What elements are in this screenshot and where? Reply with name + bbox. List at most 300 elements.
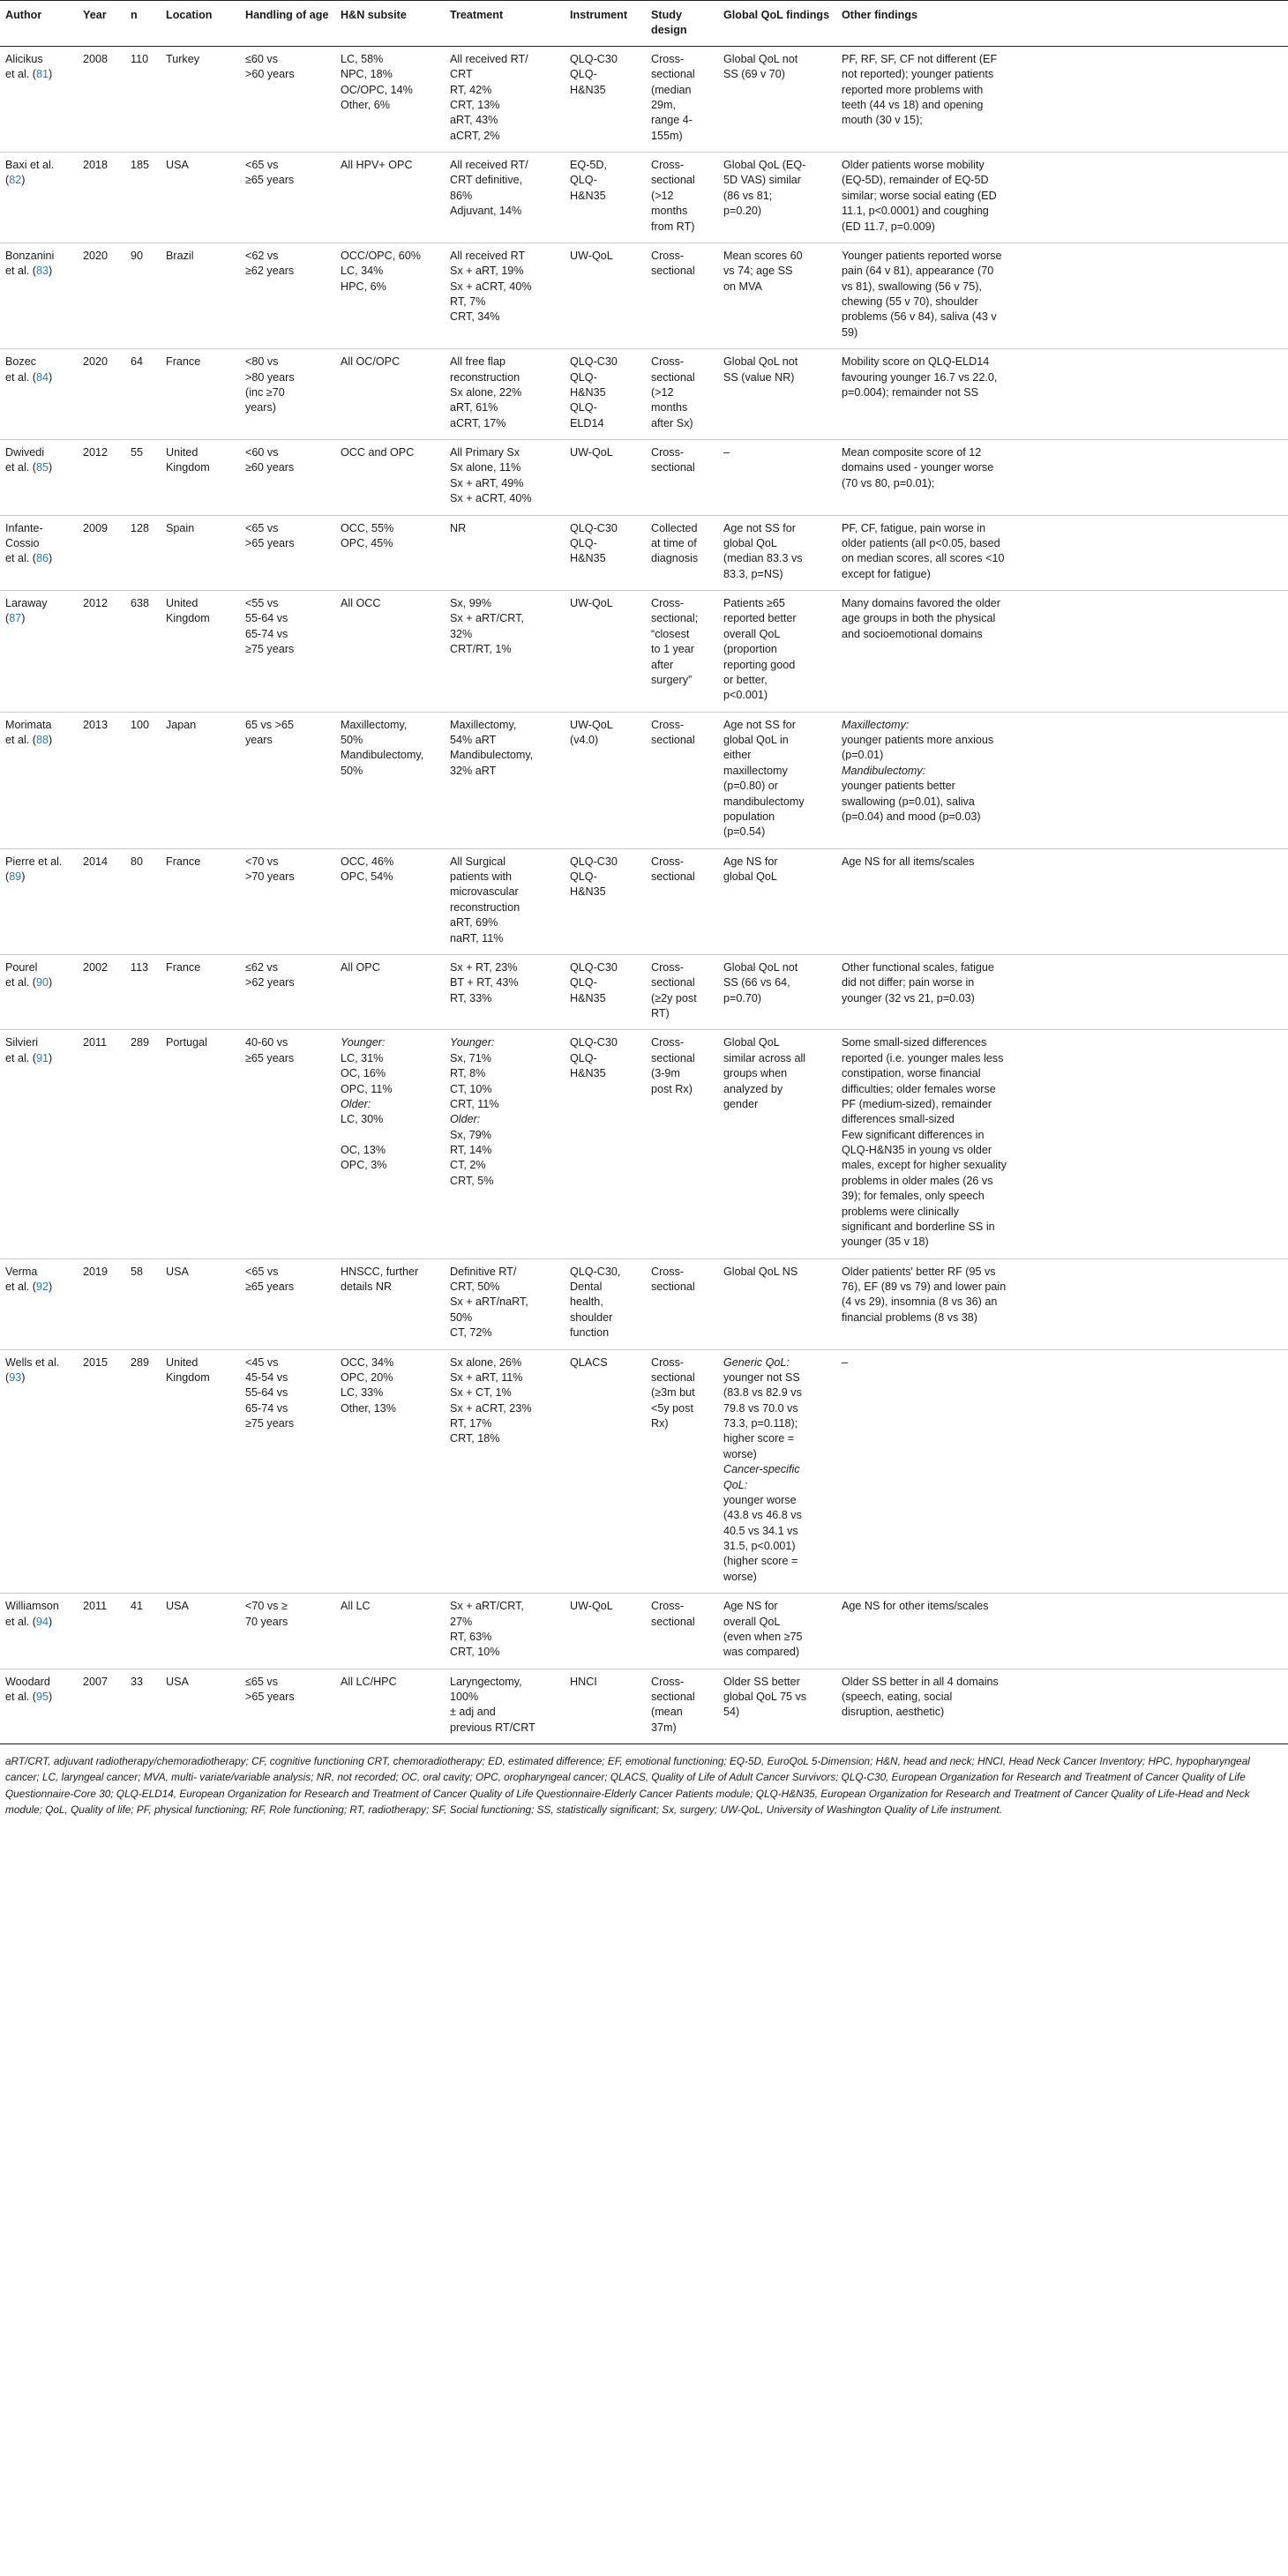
reference-link[interactable]: 91 [36, 1051, 49, 1064]
cell-text-line: <5y post [651, 1401, 693, 1415]
author-text: Alicikus [5, 52, 43, 65]
cell-text-line: domains used - younger worse [842, 461, 994, 474]
cell-text-line: younger patients more anxious [842, 734, 994, 746]
author-text: ) [49, 976, 53, 989]
cell-text-line: 86% [450, 189, 473, 202]
author-text: ( [5, 174, 10, 187]
cell-text-line: (median 83.3 vs [723, 552, 803, 565]
author-cell [0, 712, 78, 848]
location-cell: USA [161, 153, 240, 243]
location-cell: Brazil [161, 243, 240, 348]
age-cell [240, 46, 335, 152]
age-cell [240, 243, 335, 348]
cell-text-line: disruption, aesthetic) [842, 1706, 945, 1719]
n-cell: 128 [125, 515, 161, 591]
cell-text-line: problems (56 v 84), saliva (43 v [842, 310, 997, 324]
reference-link[interactable]: 84 [36, 370, 49, 384]
author-cell [0, 848, 78, 954]
author-text: Williamson [5, 1600, 59, 1613]
cell-text-line: CRT definitive, [450, 174, 523, 187]
header-row [0, 1, 1288, 47]
cell-text-line: 45-54 vs [245, 1370, 288, 1384]
design-cell [646, 349, 718, 440]
author-text: ) [21, 870, 26, 883]
cell-text-line: >62 years [245, 976, 295, 989]
cell-text-line: >65 years [245, 1691, 295, 1703]
treatment-cell [445, 1349, 565, 1594]
cell-text-line: global QoL in [723, 734, 789, 746]
cell-text-line: (p=0.54) [723, 825, 766, 839]
other-findings-cell [836, 153, 1288, 243]
cell-text-line: CRT, 34% [450, 310, 500, 324]
treatment-cell [445, 1669, 565, 1744]
cell-text-line: OCC, 46% [341, 855, 394, 868]
reference-link[interactable]: 86 [36, 552, 49, 565]
author-cell [0, 591, 78, 713]
treatment-cell [445, 712, 565, 848]
cell-text-line: CRT, 50% [450, 1281, 500, 1293]
cell-text-line: RT, 42% [450, 83, 492, 96]
year-cell: 2011 [78, 1594, 125, 1669]
reference-link[interactable]: 94 [36, 1615, 49, 1628]
cell-text-line: CRT, 11% [450, 1097, 499, 1110]
col-header-subsite: H&N subsite [335, 1, 445, 47]
cell-text-line: sectional [651, 174, 695, 187]
cell-text-line: ≤65 vs [245, 1675, 279, 1688]
cell-text-line: sectional [651, 1281, 695, 1293]
other-findings-cell [836, 1030, 1288, 1258]
cell-text-line: All LC [341, 1600, 371, 1613]
cell-text-line: after Sx) [651, 416, 693, 429]
other-findings-cell [836, 440, 1288, 516]
author-text: ) [49, 461, 53, 474]
cell-text-line: ≥75 years [245, 1417, 295, 1430]
cell-text-line: post Rx) [651, 1082, 693, 1095]
cell-text-line: RT, 17% [450, 1417, 492, 1430]
cell-text-line: (86 vs 81; [723, 189, 773, 202]
design-cell [646, 440, 718, 516]
author-cell [0, 153, 78, 243]
cell-text-line: QLQ-H&N35 in young vs older [842, 1144, 992, 1156]
age-cell [240, 349, 335, 440]
table-row [0, 848, 1288, 954]
cell-text-line: Cancer-specific [723, 1463, 800, 1476]
cell-text-line: population [723, 810, 775, 823]
cell-text-line: higher score = [723, 1432, 795, 1445]
cell-text-line: ≥65 years [245, 1051, 295, 1064]
cell-text-line: <55 vs [245, 597, 279, 609]
subsite-cell [335, 1030, 445, 1258]
cell-text-line: years [245, 734, 273, 746]
location-cell: USA [161, 1594, 240, 1669]
cell-text-line: SS (66 vs 64, [723, 976, 790, 989]
instrument-cell [565, 1669, 646, 1744]
cell-text-line: Younger: [450, 1036, 495, 1049]
col-header-other: Other findings [836, 1, 1288, 47]
author-text: ) [49, 552, 53, 565]
cell-text-line: 50% [341, 734, 363, 746]
treatment-cell [445, 1030, 565, 1258]
cell-text-line: Sx + aRT/CRT, [450, 612, 524, 625]
cell-text-line: younger worse [723, 1493, 797, 1506]
author-cell [0, 954, 78, 1030]
table-row [0, 46, 1288, 152]
design-cell [646, 243, 718, 348]
cell-text-line: p=0.70) [723, 991, 762, 1004]
cell-text-line: OPC, 3% [341, 1159, 387, 1172]
author-text: et al. ( [5, 1051, 36, 1064]
cell-text-line: (inc ≥70 [245, 385, 285, 399]
age-cell [240, 1594, 335, 1669]
location-cell: USA [161, 1258, 240, 1349]
cell-text-line: sectional; [651, 612, 699, 625]
cell-text-line: not reported); younger patients [842, 68, 994, 81]
cell-text-line: Older SS better in all 4 domains [842, 1675, 999, 1688]
cell-text-line: teeth (44 vs 18) and opening [842, 98, 984, 111]
cell-text-line: Sx, 79% [450, 1128, 491, 1141]
cell-text-line: Global QoL [723, 1036, 780, 1049]
n-cell: 80 [125, 848, 161, 954]
cell-text-line: CRT, 13% [450, 98, 500, 111]
cell-text-line: Sx + RT, 23% [450, 960, 518, 974]
table-row [0, 1594, 1288, 1669]
author-text: Dwivedi [5, 446, 45, 459]
cell-text-line: <70 vs [245, 855, 279, 868]
cell-text-line: swallowing (p=0.01), saliva [842, 795, 975, 808]
reference-link[interactable]: 95 [36, 1691, 49, 1703]
cell-text-line: Generic QoL: [723, 1355, 790, 1369]
reference-link[interactable]: 87 [9, 612, 22, 625]
cell-text-line: vs 81), swallowing (56 v 75), [842, 280, 982, 293]
cell-text-line: 40-60 vs [245, 1036, 288, 1049]
cell-text-line: surgery” [651, 673, 693, 686]
cell-text-line: on MVA [723, 280, 762, 293]
cell-text-line: males, except for higher sexuality [842, 1159, 1007, 1172]
cell-text-line: QLACS [570, 1355, 608, 1369]
cell-text-line: RT, 63% [450, 1630, 492, 1643]
cell-text-line: 59) [842, 325, 858, 339]
design-cell [646, 848, 718, 954]
other-findings-cell [836, 712, 1288, 848]
year-cell: 2020 [78, 243, 125, 348]
cell-text-line: 40.5 vs 34.1 vs [723, 1524, 798, 1537]
table-row [0, 1349, 1288, 1594]
author-text: ) [49, 1615, 53, 1628]
cell-text-line: <62 vs [245, 249, 279, 262]
n-cell: 55 [125, 440, 161, 516]
cell-text-line: 65 vs >65 [245, 718, 294, 731]
cell-text-line: Cross- [651, 718, 685, 731]
author-text: et al. ( [5, 1281, 36, 1293]
age-cell [240, 1030, 335, 1258]
cell-text-line: Sx + aRT, 11% [450, 1370, 523, 1384]
table-footnote: aRT/CRT, adjuvant radiotherapy/chemoradiotherapy; CF, cognitive functioning CRT, chemoradiotherapy; ED, estimated difference; EF, emotional functioning; EQ-5D, EuroQoL 5-Dimension; H&N, head and neck; HNCI, Head Neck Cancer Inventory; HPC, hypopharyngeal cancer; LC, laryngeal cancer; MVA, multi- variate/variable analysis; NR, not recorded; OC, oral cavity; OPC, oropharyngeal cancer; QLACS, Quality of Life of Adult Cancer Survivors; QLQ-C30, European Organization for Research and Treatment of Cancer Quality of Life Questionnaire-Core 30; QLQ-ELD14, European Organization for Research and Treatment of Cancer Quality of Life Questionnaire-Elderly Cancer Patients module; QLQ-H&N35, European Organization for Research and Treatment of Cancer Quality of Life-Head and Neck module; QoL, Quality of life; PF, physical functioning; RF, Role functioning; RT, radiotherapy; SF, Social functioning; SS, statistically significant; Sx, surgery; UW-QoL, University of Washington Quality of Life instrument. [5, 1755, 1250, 1816]
cell-text-line: younger (32 vs 21, p=0.03) [842, 991, 975, 1004]
cell-text-line: Sx + aCRT, 40% [450, 492, 532, 505]
col-header-design: Study design [646, 1, 718, 47]
cell-text-line: <65 vs [245, 1265, 279, 1278]
cell-text-line: (p=0.80) or [723, 780, 778, 793]
cell-text-line: All OC/OPC [341, 355, 401, 369]
instrument-cell [565, 1258, 646, 1349]
cell-text-line: (higher score = [723, 1555, 798, 1568]
cell-text-line: All received RT/ [450, 159, 528, 171]
cell-text-line: (mean [651, 1706, 683, 1719]
reference-link[interactable]: 90 [36, 976, 49, 989]
treatment-cell [445, 349, 565, 440]
cell-text-line: previous RT/CRT [450, 1721, 535, 1734]
global-qol-cell [718, 46, 836, 152]
cell-text-line: sectional [651, 461, 695, 474]
cell-text-line: 50% [341, 764, 363, 777]
cell-text-line: OC, 13% [341, 1144, 386, 1156]
n-cell: 113 [125, 954, 161, 1030]
cell-text-line: ELD14 [570, 416, 604, 429]
cell-text-line: Age NS for [723, 855, 778, 868]
cell-text-line: or better, [723, 673, 768, 686]
global-qol-cell [718, 1349, 836, 1594]
location-cell: United Kingdom [161, 591, 240, 713]
cell-text-line: (3-9m [651, 1067, 680, 1080]
cell-text-line: worse) [723, 1570, 757, 1583]
cell-text-line: RT, 8% [450, 1067, 486, 1080]
cell-text-line: from RT) [651, 220, 695, 233]
table-body [0, 46, 1288, 1743]
cell-text-line: Sx + aRT, 49% [450, 476, 524, 489]
reference-link[interactable]: 93 [9, 1370, 22, 1384]
cell-text-line: H&N35 [570, 83, 606, 96]
reference-link[interactable]: 85 [36, 461, 49, 474]
treatment-cell [445, 243, 565, 348]
reference-link[interactable]: 92 [36, 1281, 49, 1293]
cell-text-line: differences small-sized [842, 1113, 955, 1126]
cell-text-line: sectional [651, 976, 695, 989]
global-qol-cell [718, 243, 836, 348]
year-cell: 2013 [78, 712, 125, 848]
cell-text-line: Sx, 71% [450, 1051, 491, 1064]
author-text: Infante- [5, 521, 43, 534]
cell-text-line: Cross- [651, 960, 685, 974]
col-header-instrument: Instrument [565, 1, 646, 47]
age-cell [240, 440, 335, 516]
subsite-cell [335, 349, 445, 440]
author-text: Bonzanini [5, 249, 55, 262]
cell-text-line: constipation, worse financial [842, 1067, 981, 1080]
cell-text-line: Age not SS for [723, 521, 796, 534]
author-cell [0, 1594, 78, 1669]
cell-text-line: aCRT, 17% [450, 416, 506, 429]
cell-text-line: 100% [450, 1691, 479, 1703]
cell-text-line: LC, 30% [341, 1113, 384, 1126]
location-cell: Spain [161, 515, 240, 591]
cell-text-line: SS (69 v 70) [723, 68, 785, 81]
cell-text-line: problems in older males (26 vs [842, 1174, 993, 1187]
instrument-cell [565, 349, 646, 440]
reference-link[interactable]: 88 [36, 734, 49, 746]
cell-text-line: Other, 13% [341, 1401, 397, 1415]
cell-text-line: CRT, 18% [450, 1432, 500, 1445]
cell-text-line: Cross- [651, 1600, 685, 1613]
n-cell: 58 [125, 1258, 161, 1349]
year-cell: 2011 [78, 1030, 125, 1258]
cell-text-line: Sx alone, 22% [450, 385, 522, 399]
col-header-n: n [125, 1, 161, 47]
design-cell [646, 591, 718, 713]
n-cell: 638 [125, 591, 161, 713]
other-findings-cell [836, 243, 1288, 348]
cell-text-line: naRT, 11% [450, 931, 504, 945]
cell-text-line: Younger: [341, 1036, 386, 1049]
table-row [0, 1258, 1288, 1349]
reference-link[interactable]: 82 [9, 174, 22, 187]
cell-text-line: global QoL 75 vs [723, 1691, 807, 1703]
author-text: Cossio [5, 536, 40, 549]
cell-text-line: months [651, 401, 688, 414]
cell-text-line: Global QoL not [723, 52, 798, 65]
cell-text-line: 37m) [651, 1721, 677, 1734]
cell-text-line: (4 vs 29), insomnia (8 vs 36) an [842, 1295, 998, 1309]
cell-text-line: sectional [651, 265, 695, 278]
location-cell: United Kingdom [161, 440, 240, 516]
cell-text-line: All OCC [341, 597, 381, 609]
location-cell: United Kingdom [161, 1349, 240, 1594]
cell-text-line: aCRT, 2% [450, 129, 500, 142]
table-row [0, 243, 1288, 348]
cell-text-line: Collected [651, 521, 698, 534]
treatment-cell [445, 848, 565, 954]
cell-text-line: ≥62 years [245, 265, 295, 278]
global-qol-cell [718, 440, 836, 516]
cell-text-line: chewing (55 v 70), shoulder [842, 295, 978, 308]
author-text: ) [49, 1281, 53, 1293]
cell-text-line: diagnosis [651, 552, 699, 565]
cell-text-line: at time of [651, 536, 697, 549]
age-cell [240, 1349, 335, 1594]
col-header-year: Year [78, 1, 125, 47]
cell-text-line: SS (value NR) [723, 370, 795, 384]
author-text: et al. ( [5, 461, 36, 474]
cell-text-line: QLQ-C30 [570, 1036, 618, 1049]
cell-text-line: sectional [651, 1051, 695, 1064]
cell-text-line: sectional [651, 870, 695, 883]
location-cell: France [161, 349, 240, 440]
cell-text-line: groups when [723, 1067, 788, 1080]
cell-text-line: (≥2y post [651, 991, 697, 1004]
cell-text-line: 65-74 vs [245, 1401, 288, 1415]
author-cell [0, 1258, 78, 1349]
cell-text-line: on median scores, all scores <10 [842, 552, 1005, 565]
cell-text-line: p=0.004); remainder not SS [842, 385, 979, 399]
cell-text-line: age groups in both the physical [842, 612, 996, 625]
cell-text-line: RT, 33% [450, 991, 492, 1004]
cell-text-line: (speech, eating, social [842, 1691, 953, 1703]
cell-text-line: Mean composite score of 12 [842, 446, 982, 459]
instrument-cell [565, 440, 646, 516]
author-text: et al. ( [5, 976, 36, 989]
cell-text-line: UW-QoL [570, 249, 613, 262]
cell-text-line: Laryngectomy, [450, 1675, 522, 1688]
global-qol-cell [718, 848, 836, 954]
cell-text-line: Sx + CT, 1% [450, 1386, 512, 1400]
cell-text-line: Cross- [651, 597, 685, 609]
instrument-cell [565, 712, 646, 848]
col-header-treatment: Treatment [445, 1, 565, 47]
cell-text-line: (median [651, 83, 692, 96]
cell-text-line: PF (medium-sized), remainder [842, 1097, 992, 1110]
cell-text-line: RT, 14% [450, 1144, 492, 1156]
cell-text-line: months [651, 205, 688, 218]
design-cell [646, 1030, 718, 1258]
n-cell: 185 [125, 153, 161, 243]
age-cell [240, 153, 335, 243]
cell-text-line: All Surgical [450, 855, 505, 868]
design-cell [646, 1349, 718, 1594]
design-cell [646, 1669, 718, 1744]
n-cell: 289 [125, 1349, 161, 1594]
age-cell [240, 1258, 335, 1349]
global-qol-cell [718, 1258, 836, 1349]
other-findings-cell [836, 954, 1288, 1030]
author-text: Verma [5, 1265, 38, 1278]
cell-text-line: mandibulectomy [723, 795, 805, 808]
cell-text-line: QLQ- [570, 870, 597, 883]
subsite-cell [335, 515, 445, 591]
subsite-cell [335, 1594, 445, 1669]
table-row [0, 591, 1288, 713]
instrument-cell [565, 1030, 646, 1258]
instrument-cell [565, 1594, 646, 1669]
cell-text-line: Sx + aCRT, 23% [450, 1401, 532, 1415]
age-cell [240, 1669, 335, 1744]
cell-text-line: 155m) [651, 129, 683, 142]
author-text: ( [5, 870, 10, 883]
treatment-cell [445, 1258, 565, 1349]
cell-text-line: Mobility score on QLQ-ELD14 [842, 355, 990, 369]
reference-link[interactable]: 89 [9, 870, 22, 883]
cell-text-line: <80 vs [245, 355, 279, 369]
cell-text-line: (EQ-5D), remainder of EQ-5D [842, 174, 989, 187]
author-text: Wells et al. [5, 1355, 60, 1369]
cell-text-line: (even when ≥75 [723, 1630, 803, 1643]
cell-text-line: QLQ-C30 [570, 355, 618, 369]
cell-text-line: Age NS for all items/scales [842, 855, 975, 868]
cell-text-line: CT, 10% [450, 1082, 492, 1095]
cell-text-line: CRT, 10% [450, 1646, 500, 1659]
instrument-cell [565, 591, 646, 713]
author-text: et al. ( [5, 370, 36, 384]
subsite-cell [335, 848, 445, 954]
design-cell [646, 712, 718, 848]
reference-link[interactable]: 81 [36, 68, 49, 81]
cell-text-line: LC, 34% [341, 265, 384, 278]
subsite-cell [335, 591, 445, 713]
cell-text-line: aRT, 69% [450, 916, 498, 930]
cell-text-line: 83.3, p=NS) [723, 567, 783, 580]
cell-text-line: (v4.0) [570, 734, 599, 746]
global-qol-cell [718, 954, 836, 1030]
cell-text-line: ≥75 years [245, 643, 295, 656]
cell-text-line: Rx) [651, 1417, 669, 1430]
instrument-cell [565, 46, 646, 152]
design-cell [646, 515, 718, 591]
cell-text-line: QLQ- [570, 1051, 597, 1064]
cell-text-line: (83.8 vs 82.9 vs [723, 1386, 802, 1400]
location-cell: France [161, 954, 240, 1030]
cell-text-line: ≤60 vs [245, 52, 279, 65]
cell-text-line: ≤62 vs [245, 960, 279, 974]
reference-link[interactable]: 83 [36, 265, 49, 278]
cell-text-line: 32% [450, 627, 473, 640]
